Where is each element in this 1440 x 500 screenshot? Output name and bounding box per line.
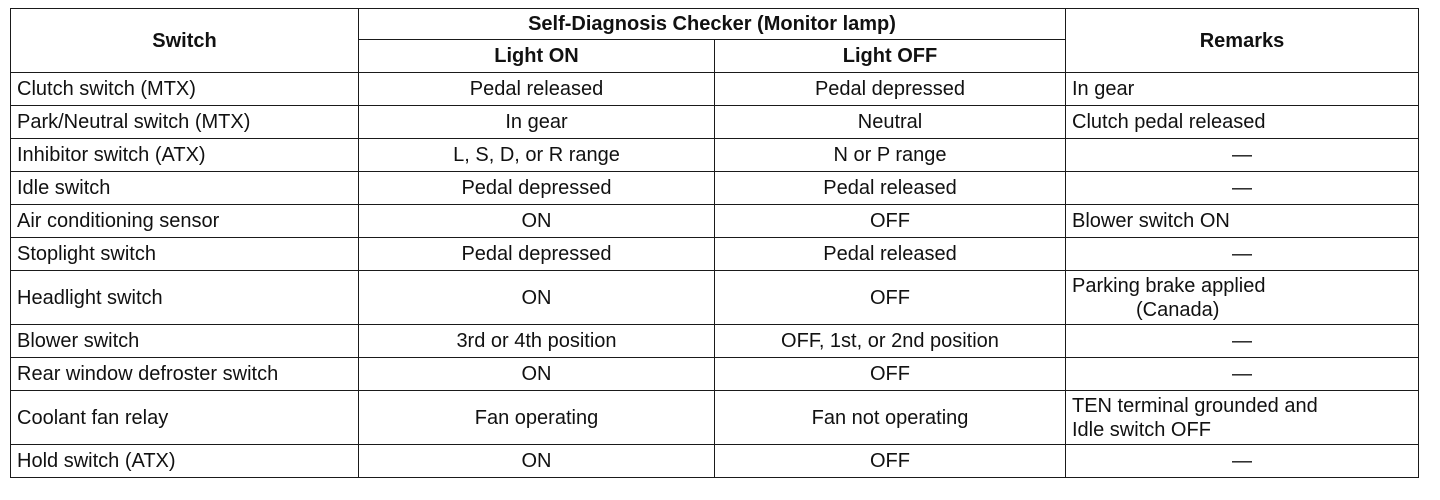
switch-cell: Hold switch (ATX) [11,445,359,478]
light-off-cell: OFF [715,358,1066,391]
switch-cell: Coolant fan relay [11,391,359,445]
light-on-cell: ON [359,445,715,478]
table-row [11,271,1419,325]
table-row [11,358,1419,391]
remarks-cell [1066,271,1419,325]
light-off-cell: N or P range [715,139,1066,172]
light-on-cell: L, S, D, or R range [359,139,715,172]
switch-cell: Rear window defroster switch [11,358,359,391]
light-off-cell: OFF [715,271,1066,325]
switch-cell: Stoplight switch [11,238,359,271]
switch-cell: Park/Neutral switch (MTX) [11,106,359,139]
light-on-cell: In gear [359,106,715,139]
header-light-off: Light OFF [715,40,1066,73]
remarks-cell: Clutch pedal released [1066,106,1419,139]
light-on-cell: ON [359,358,715,391]
self-diagnosis-table [10,8,1419,478]
table-row [11,325,1419,358]
remarks-line: Parking brake applied [1072,274,1266,297]
remarks-cell: — [1066,238,1419,271]
light-on-cell: Fan operating [359,391,715,445]
table-row [11,445,1419,478]
header-monitor-lamp: Self-Diagnosis Checker (Monitor lamp) [359,9,1066,40]
light-off-cell: Neutral [715,106,1066,139]
remarks-cell: In gear [1066,73,1419,106]
header-switch: Switch [11,9,359,73]
light-off-cell: OFF [715,445,1066,478]
light-on-cell: Pedal released [359,73,715,106]
remarks-cell: — [1066,172,1419,205]
remarks-cell: — [1066,445,1419,478]
light-on-cell: ON [359,205,715,238]
table-row [11,391,1419,445]
header-remarks: Remarks [1066,9,1419,73]
remarks-cell [1066,391,1419,445]
light-off-cell: Fan not operating [715,391,1066,445]
remarks-cell: — [1066,325,1419,358]
light-off-cell: OFF [715,205,1066,238]
light-off-cell: Pedal released [715,172,1066,205]
table-row [11,73,1419,106]
light-off-cell: Pedal released [715,238,1066,271]
light-on-cell: ON [359,271,715,325]
switch-cell: Headlight switch [11,271,359,325]
table-row [11,205,1419,238]
table-row [11,172,1419,205]
light-off-cell: Pedal depressed [715,73,1066,106]
light-on-cell: Pedal depressed [359,172,715,205]
light-on-cell: Pedal depressed [359,238,715,271]
switch-cell: Air conditioning sensor [11,205,359,238]
remarks-cell: Blower switch ON [1066,205,1419,238]
switch-cell: Clutch switch (MTX) [11,73,359,106]
remarks-cell: — [1066,358,1419,391]
switch-cell: Blower switch [11,325,359,358]
light-on-cell: 3rd or 4th position [359,325,715,358]
remarks-line: Idle switch OFF [1072,418,1211,441]
table-row [11,139,1419,172]
table-row [11,238,1419,271]
light-off-cell: OFF, 1st, or 2nd position [715,325,1066,358]
remarks-cell: — [1066,139,1419,172]
header-light-on: Light ON [359,40,715,73]
remarks-line: TEN terminal grounded and [1072,394,1318,417]
remarks-line: (Canada) [1136,298,1220,321]
switch-cell: Inhibitor switch (ATX) [11,139,359,172]
table-row [11,106,1419,139]
switch-cell: Idle switch [11,172,359,205]
